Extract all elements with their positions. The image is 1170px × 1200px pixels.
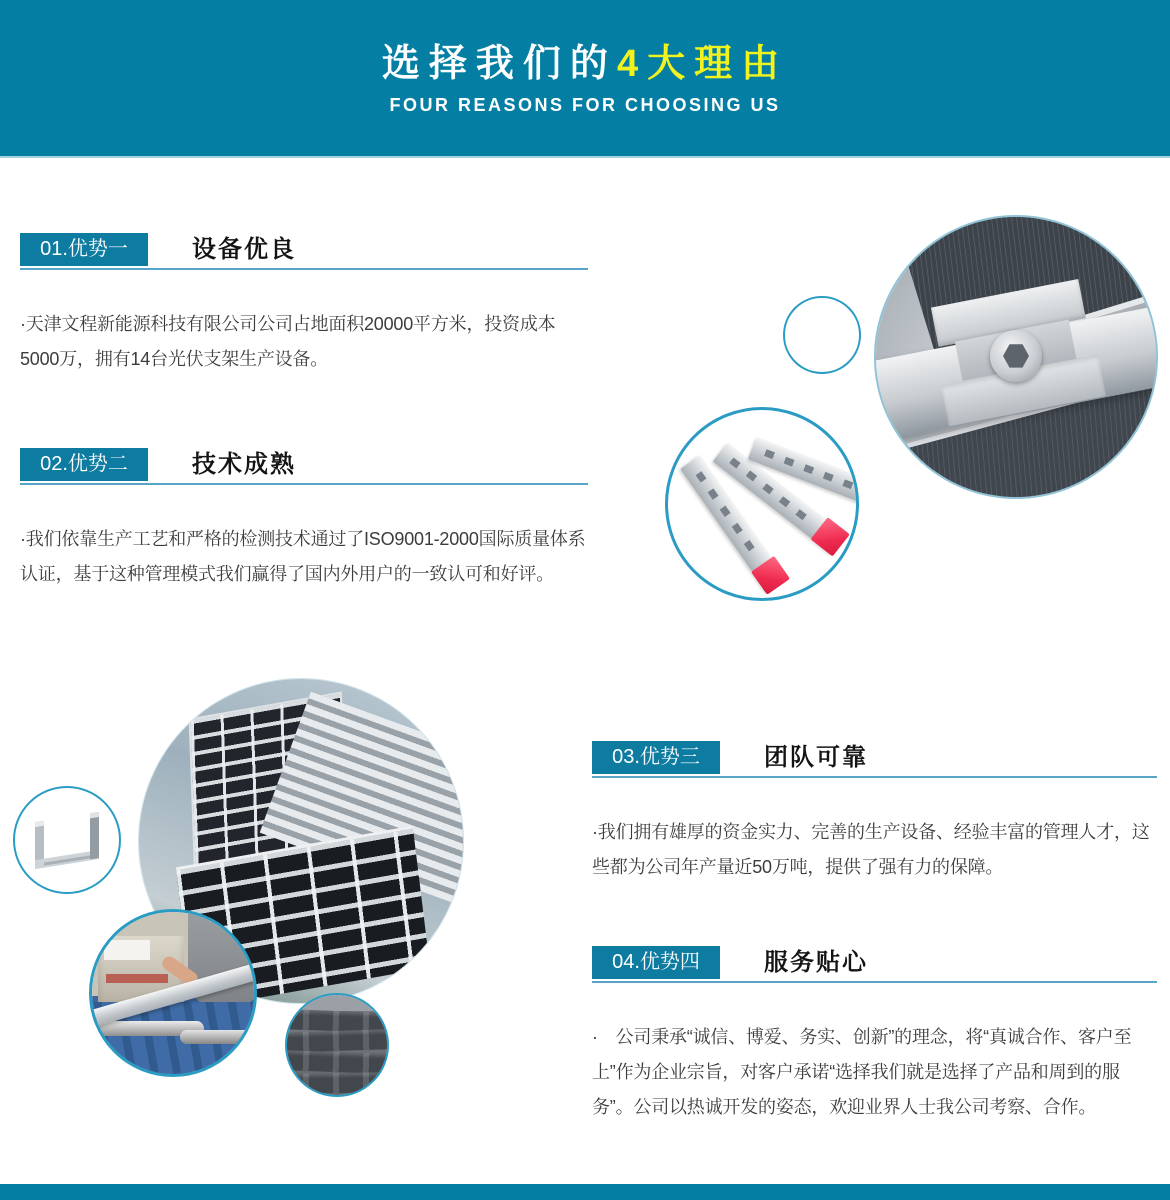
footer-band xyxy=(0,1184,1170,1200)
page-subtitle: FOUR REASONS FOR CHOOSING US xyxy=(389,94,781,115)
decorative-empty-circle xyxy=(783,296,861,374)
hex-bolt xyxy=(990,330,1042,382)
advantage-section-1 xyxy=(20,233,588,377)
section-2-badge: 02.优势二 xyxy=(20,448,148,481)
section-1-title: 设备优良 xyxy=(192,236,296,263)
page-title xyxy=(0,0,1170,86)
bundle-row xyxy=(285,1072,389,1094)
machine-label xyxy=(106,974,168,983)
dark-bundles-photo xyxy=(285,993,389,1097)
bracket-bars-photo xyxy=(665,407,859,601)
section-3-header xyxy=(592,741,1157,778)
section-4-badge: 04.优势四 xyxy=(592,946,720,979)
page-title-highlight: 4大理由 xyxy=(616,43,789,85)
advantage-section-2 xyxy=(20,448,588,592)
section-3-badge: 03.优势三 xyxy=(592,741,720,774)
section-2-title: 技术成熟 xyxy=(192,451,296,478)
section-1-header xyxy=(20,233,588,270)
advantage-section-4 xyxy=(592,946,1157,1125)
section-3-title: 团队可靠 xyxy=(764,744,868,771)
bending-machine-photo xyxy=(89,909,257,1077)
section-4-header xyxy=(592,946,1157,983)
advantage-section-3 xyxy=(592,741,1157,885)
section-2-underline xyxy=(20,483,588,485)
section-3-underline xyxy=(592,776,1157,778)
solar-clamp-photo xyxy=(874,215,1158,499)
section-4-title: 服务贴心 xyxy=(764,949,868,976)
hex-socket xyxy=(1003,343,1029,369)
section-1-body: ·天津文程新能源科技有限公司公司占地面积20000平方米，投资成本5000万，拥有14台光伏支架生产设备。 xyxy=(20,314,556,369)
page-title-main: 选择我们的 xyxy=(381,43,617,85)
header-banner xyxy=(0,0,1170,158)
roller-back xyxy=(180,1030,257,1044)
section-3-body: ·我们拥有雄厚的资金实力、完善的生产设备、经验丰富的管理人才，这些都为公司年产量近50万吨，提供了强有力的保障。 xyxy=(592,822,1150,877)
u-channel-photo xyxy=(13,786,121,894)
section-2-header xyxy=(20,448,588,485)
u-channel-drawing xyxy=(15,788,121,894)
machine-paper xyxy=(104,940,150,960)
section-1-underline xyxy=(20,268,588,270)
section-4-body: · 公司秉承“诚信、博爱、务实、创新”的理念，将“真诚合作、客户至上”作为企业宗旨，对客户承诺“选择我们就是选择了产品和周到的服务”。公司以热诚开发的姿态，欢迎业界人士我公司考察、合作。 xyxy=(592,1027,1132,1117)
bundle-row xyxy=(285,1029,389,1053)
section-1-badge: 01.优势一 xyxy=(20,233,148,266)
section-2-body: ·我们依靠生产工艺和严格的检测技术通过了ISO9001-2000国际质量体系认证，基于这种管理模式我们赢得了国内外用户的一致认可和好评。 xyxy=(20,529,586,584)
section-4-underline xyxy=(592,981,1157,983)
bundle-row xyxy=(285,1050,389,1074)
